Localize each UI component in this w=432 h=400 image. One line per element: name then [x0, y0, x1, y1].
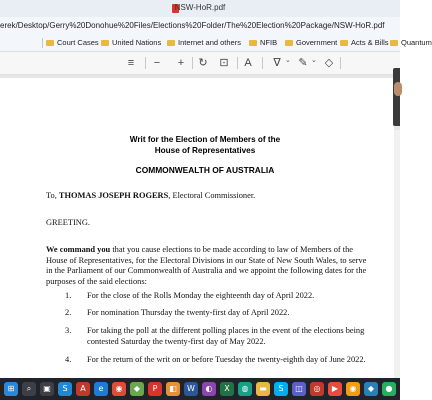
bookmark-quantum[interactable] — [390, 38, 432, 47]
item-number: 3. — [65, 326, 72, 335]
toolbar-separator — [262, 57, 263, 69]
folder-icon — [285, 40, 293, 46]
contents-menu-icon[interactable]: ≡ — [127, 57, 135, 69]
command-line: in the Parliament of our Commonwealth of Australia and we appoint the following dates for the — [46, 266, 367, 276]
window-titlebar — [0, 0, 400, 17]
app-icon[interactable]: W — [184, 382, 198, 396]
list-item — [87, 291, 372, 302]
document-title-line: Writ for the Election of Members of the — [129, 135, 281, 144]
item-number: 2. — [65, 308, 72, 317]
toolbar-separator — [237, 57, 238, 69]
app-icon[interactable]: ◆ — [130, 382, 144, 396]
document-title — [100, 134, 310, 156]
window-title: NSW-HoR.pdf — [174, 3, 226, 12]
chrome-icon[interactable]: ◉ — [112, 382, 126, 396]
list-item-line: For the return of the writ on or before Tuesday the twenty-eighth day of June 2022. — [87, 355, 366, 364]
windows-icon[interactable]: ⊞ — [4, 382, 18, 396]
bookmark-label: NFIB — [260, 38, 278, 47]
app-icon[interactable]: ◍ — [238, 382, 252, 396]
folder-icon — [340, 40, 348, 46]
bookmark-acts-bills[interactable] — [340, 38, 389, 47]
search-icon[interactable]: ⌕ — [22, 382, 36, 396]
app-icon[interactable]: ● — [382, 382, 396, 396]
folder-icon — [390, 40, 398, 46]
command-line: House of Representatives, for the Electoral Divisions in our State of New South Wales, to serve — [46, 255, 367, 265]
webcam-person — [394, 82, 402, 96]
highlight-icon[interactable]: ✎ — [298, 57, 308, 69]
command-bold: We command you — [46, 245, 111, 254]
pdf-page — [0, 78, 394, 378]
app-icon[interactable]: S — [58, 382, 72, 396]
app-icon[interactable]: X — [220, 382, 234, 396]
app-icon[interactable]: ◉ — [346, 382, 360, 396]
url-text[interactable]: erek/Desktop/Gerry%20Donohue%20Files/Elections%20Folder/The%20Election%20Package/NSW-HoR.pdf — [0, 21, 385, 30]
bookmark-label: Internet and others — [178, 38, 241, 47]
toolbar-separator — [340, 57, 341, 69]
rotate-icon[interactable]: ↻ — [198, 57, 208, 69]
list-item — [87, 326, 377, 347]
folder-icon — [46, 40, 54, 46]
item-number: 4. — [65, 355, 72, 364]
app-icon[interactable]: A — [76, 382, 90, 396]
list-item-line: For nomination Thursday the twenty-first day of April 2022. — [87, 308, 290, 317]
bookmark-nfib[interactable] — [249, 38, 277, 47]
chevron-down-icon[interactable]: ⌄ — [285, 57, 291, 64]
bookmark-court-cases[interactable] — [46, 38, 99, 47]
list-item — [87, 355, 382, 366]
greeting: GREETING. — [46, 218, 90, 227]
erase-icon[interactable]: ◇ — [324, 57, 334, 69]
webcam-overlay — [393, 68, 400, 126]
bookmarks-bar — [0, 35, 432, 52]
zoom-in-icon[interactable]: + — [177, 57, 185, 69]
bookmark-internet-and-others[interactable] — [167, 38, 241, 47]
folder-icon — [167, 40, 175, 46]
read-aloud-icon[interactable]: A — [244, 57, 252, 69]
pdf-icon[interactable]: P — [148, 382, 162, 396]
toolbar-separator — [192, 57, 193, 69]
bookmark-label: Court Cases — [57, 38, 99, 47]
command-line: purposes of the said elections: — [46, 276, 147, 286]
addressee-line — [46, 191, 255, 202]
taskbar — [0, 378, 400, 400]
list-item-line: For the close of the Rolls Monday the eighteenth day of April 2022. — [87, 291, 315, 300]
task-view-icon[interactable]: ▣ — [40, 382, 54, 396]
list-item-line: contested Saturday the twenty-first day of May 2022. — [87, 336, 266, 346]
app-icon[interactable]: ◐ — [202, 382, 216, 396]
document-subtitle: COMMONWEALTH OF AUSTRALIA — [135, 165, 275, 175]
edge-icon[interactable]: e — [94, 382, 108, 396]
addressee-suffix: , Electoral Commissioner. — [168, 191, 256, 200]
app-icon[interactable]: ◎ — [310, 382, 324, 396]
app-icon[interactable]: ◧ — [166, 382, 180, 396]
bookmark-united-nations[interactable] — [101, 38, 161, 47]
draw-icon[interactable]: ∇ — [273, 57, 281, 69]
bookmark-label: United Nations — [112, 38, 162, 47]
addressee-prefix: To, — [46, 191, 57, 200]
toolbar-separator — [145, 57, 146, 69]
bookmark-label: Acts & Bills — [351, 38, 389, 47]
vertical-scrollbar[interactable] — [394, 130, 400, 378]
list-item — [87, 308, 372, 319]
pdf-toolbar — [0, 52, 400, 75]
fit-page-icon[interactable]: ⊡ — [219, 57, 229, 69]
item-number: 1. — [65, 291, 72, 300]
chevron-down-icon[interactable]: ⌄ — [311, 57, 317, 64]
bookmark-separator — [42, 38, 43, 48]
app-icon[interactable]: ◫ — [292, 382, 306, 396]
list-item-line: For taking the poll at the different polling places in the event of the elections being — [87, 326, 365, 335]
app-icon[interactable]: ◆ — [364, 382, 378, 396]
command-line: that you cause elections to be made according to law of Members of the — [112, 245, 354, 254]
folder-icon[interactable]: ▬ — [256, 382, 270, 396]
folder-icon — [249, 40, 257, 46]
bookmark-label: Government — [296, 38, 338, 47]
document-title-line: House of Representatives — [154, 146, 256, 155]
command-paragraph — [46, 245, 370, 287]
addressee-name: THOMAS JOSEPH ROGERS — [58, 191, 169, 200]
zoom-out-icon[interactable]: − — [153, 57, 161, 69]
bookmark-label: Quantum — [401, 38, 432, 47]
app-icon[interactable]: S — [274, 382, 288, 396]
app-icon[interactable]: ▶ — [328, 382, 342, 396]
folder-icon — [101, 40, 109, 46]
bookmark-government[interactable] — [285, 38, 337, 47]
address-bar[interactable] — [0, 17, 400, 35]
